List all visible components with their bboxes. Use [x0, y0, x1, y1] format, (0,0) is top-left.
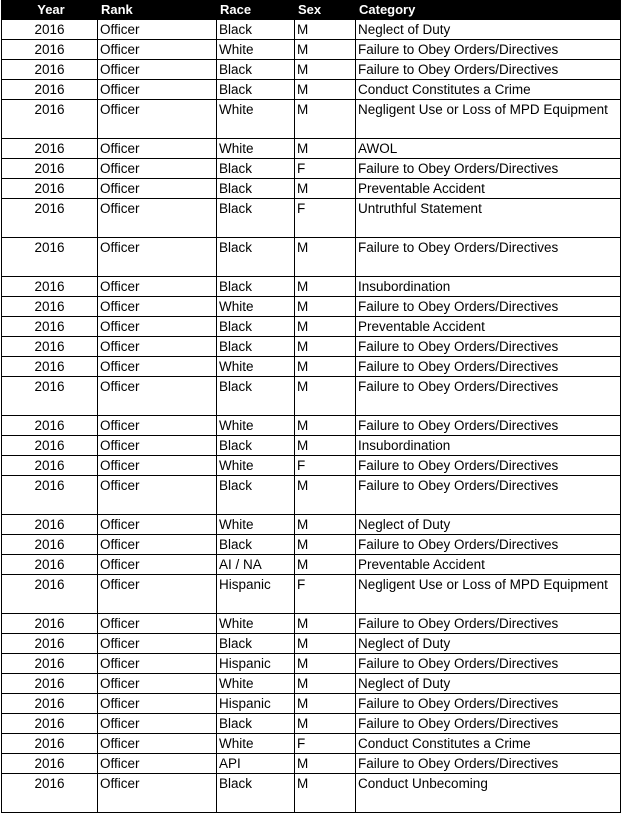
year-cell: 2016 — [2, 614, 98, 634]
table-row — [2, 555, 621, 575]
table-row — [2, 754, 621, 774]
sex-cell: M — [295, 60, 356, 80]
category-cell: Failure to Obey Orders/Directives — [356, 357, 621, 377]
category-cell: Failure to Obey Orders/Directives — [356, 238, 621, 277]
category-cell: Neglect of Duty — [356, 634, 621, 654]
race-cell: Black — [217, 436, 295, 456]
table-row — [2, 436, 621, 456]
table-row — [2, 100, 621, 139]
table-row — [2, 179, 621, 199]
rank-cell: Officer — [98, 337, 217, 357]
rank-cell: Officer — [98, 614, 217, 634]
sex-cell: M — [295, 714, 356, 734]
sex-cell: M — [295, 614, 356, 634]
sex-cell: M — [295, 179, 356, 199]
rank-cell: Officer — [98, 179, 217, 199]
year-cell: 2016 — [2, 634, 98, 654]
sex-cell: M — [295, 754, 356, 774]
rank-cell: Officer — [98, 674, 217, 694]
category-cell: Preventable Accident — [356, 317, 621, 337]
category-cell: Failure to Obey Orders/Directives — [356, 456, 621, 476]
race-cell: AI / NA — [217, 555, 295, 575]
year-cell: 2016 — [2, 159, 98, 179]
rank-cell: Officer — [98, 277, 217, 297]
sex-cell: M — [295, 634, 356, 654]
rank-cell: Officer — [98, 60, 217, 80]
category-cell: Untruthful Statement — [356, 199, 621, 238]
sex-cell: M — [295, 774, 356, 813]
category-cell: Negligent Use or Loss of MPD Equipment — [356, 575, 621, 614]
category-cell: Failure to Obey Orders/Directives — [356, 297, 621, 317]
sex-cell: M — [295, 535, 356, 555]
header-rank: Rank — [98, 1, 217, 20]
year-cell: 2016 — [2, 694, 98, 714]
race-cell: Hispanic — [217, 694, 295, 714]
race-cell: Black — [217, 377, 295, 416]
year-cell: 2016 — [2, 674, 98, 694]
category-cell: Failure to Obey Orders/Directives — [356, 377, 621, 416]
year-cell: 2016 — [2, 436, 98, 456]
year-cell: 2016 — [2, 100, 98, 139]
table-row — [2, 80, 621, 100]
table-row — [2, 377, 621, 416]
year-cell: 2016 — [2, 317, 98, 337]
table-row — [2, 694, 621, 714]
sex-cell: F — [295, 159, 356, 179]
rank-cell: Officer — [98, 40, 217, 60]
race-cell: Hispanic — [217, 654, 295, 674]
rank-cell: Officer — [98, 20, 217, 40]
table-row — [2, 199, 621, 238]
year-cell: 2016 — [2, 139, 98, 159]
rank-cell: Officer — [98, 297, 217, 317]
rank-cell: Officer — [98, 159, 217, 179]
table-row — [2, 654, 621, 674]
rank-cell: Officer — [98, 535, 217, 555]
race-cell: White — [217, 297, 295, 317]
year-cell: 2016 — [2, 199, 98, 238]
race-cell: Black — [217, 238, 295, 277]
rank-cell: Officer — [98, 139, 217, 159]
header-race: Race — [217, 1, 295, 20]
table-row — [2, 357, 621, 377]
sex-cell: M — [295, 654, 356, 674]
rank-cell: Officer — [98, 694, 217, 714]
rank-cell: Officer — [98, 436, 217, 456]
sex-cell: F — [295, 734, 356, 754]
table-row — [2, 456, 621, 476]
year-cell: 2016 — [2, 734, 98, 754]
rank-cell: Officer — [98, 100, 217, 139]
race-cell: API — [217, 754, 295, 774]
rank-cell: Officer — [98, 774, 217, 813]
race-cell: White — [217, 40, 295, 60]
race-cell: White — [217, 515, 295, 535]
category-cell: Negligent Use or Loss of MPD Equipment — [356, 100, 621, 139]
race-cell: Black — [217, 80, 295, 100]
race-cell: Black — [217, 476, 295, 515]
category-cell: Conduct Constitutes a Crime — [356, 734, 621, 754]
category-cell: Failure to Obey Orders/Directives — [356, 535, 621, 555]
sex-cell: M — [295, 694, 356, 714]
rank-cell: Officer — [98, 357, 217, 377]
table-row — [2, 535, 621, 555]
category-cell: Neglect of Duty — [356, 20, 621, 40]
race-cell: Black — [217, 159, 295, 179]
rank-cell: Officer — [98, 654, 217, 674]
rank-cell: Officer — [98, 80, 217, 100]
sex-cell: M — [295, 277, 356, 297]
race-cell: Black — [217, 774, 295, 813]
year-cell: 2016 — [2, 179, 98, 199]
table-row — [2, 297, 621, 317]
year-cell: 2016 — [2, 555, 98, 575]
year-cell: 2016 — [2, 297, 98, 317]
table-row — [2, 476, 621, 515]
sex-cell: M — [295, 515, 356, 535]
category-cell: Preventable Accident — [356, 179, 621, 199]
race-cell: White — [217, 416, 295, 436]
table-row — [2, 714, 621, 734]
rank-cell: Officer — [98, 476, 217, 515]
sex-cell: M — [295, 80, 356, 100]
year-cell: 2016 — [2, 575, 98, 614]
year-cell: 2016 — [2, 357, 98, 377]
rank-cell: Officer — [98, 634, 217, 654]
sex-cell: M — [295, 436, 356, 456]
table-row — [2, 634, 621, 654]
sex-cell: M — [295, 337, 356, 357]
category-cell: Insubordination — [356, 277, 621, 297]
rank-cell: Officer — [98, 575, 217, 614]
table-row — [2, 774, 621, 813]
table-row — [2, 40, 621, 60]
category-cell: Neglect of Duty — [356, 674, 621, 694]
year-cell: 2016 — [2, 337, 98, 357]
race-cell: Black — [217, 317, 295, 337]
table-row — [2, 515, 621, 535]
race-cell: Black — [217, 179, 295, 199]
race-cell: Black — [217, 60, 295, 80]
year-cell: 2016 — [2, 80, 98, 100]
sex-cell: M — [295, 20, 356, 40]
table-row — [2, 159, 621, 179]
table-row — [2, 277, 621, 297]
race-cell: Black — [217, 714, 295, 734]
race-cell: White — [217, 614, 295, 634]
year-cell: 2016 — [2, 60, 98, 80]
table-row — [2, 416, 621, 436]
sex-cell: M — [295, 297, 356, 317]
table-row — [2, 734, 621, 754]
rank-cell: Officer — [98, 714, 217, 734]
category-cell: Insubordination — [356, 436, 621, 456]
category-cell: Failure to Obey Orders/Directives — [356, 694, 621, 714]
category-cell: Failure to Obey Orders/Directives — [356, 337, 621, 357]
rank-cell: Officer — [98, 555, 217, 575]
category-cell: Failure to Obey Orders/Directives — [356, 476, 621, 515]
sex-cell: F — [295, 199, 356, 238]
sex-cell: M — [295, 476, 356, 515]
sex-cell: M — [295, 100, 356, 139]
race-cell: Black — [217, 535, 295, 555]
category-cell: Failure to Obey Orders/Directives — [356, 416, 621, 436]
table-row — [2, 575, 621, 614]
year-cell: 2016 — [2, 774, 98, 813]
header-category: Category — [356, 1, 621, 20]
race-cell: Black — [217, 20, 295, 40]
table-row — [2, 674, 621, 694]
category-cell: Failure to Obey Orders/Directives — [356, 754, 621, 774]
category-cell: Conduct Constitutes a Crime — [356, 80, 621, 100]
race-cell: White — [217, 674, 295, 694]
rank-cell: Officer — [98, 456, 217, 476]
year-cell: 2016 — [2, 40, 98, 60]
table-row — [2, 60, 621, 80]
category-cell: Neglect of Duty — [356, 515, 621, 535]
rank-cell: Officer — [98, 734, 217, 754]
category-cell: Failure to Obey Orders/Directives — [356, 40, 621, 60]
category-cell: Failure to Obey Orders/Directives — [356, 60, 621, 80]
year-cell: 2016 — [2, 277, 98, 297]
header-sex: Sex — [295, 1, 356, 20]
sex-cell: M — [295, 555, 356, 575]
sex-cell: M — [295, 357, 356, 377]
rank-cell: Officer — [98, 416, 217, 436]
rank-cell: Officer — [98, 754, 217, 774]
race-cell: Hispanic — [217, 575, 295, 614]
rank-cell: Officer — [98, 377, 217, 416]
category-cell: Failure to Obey Orders/Directives — [356, 614, 621, 634]
race-cell: Black — [217, 277, 295, 297]
race-cell: Black — [217, 199, 295, 238]
category-cell: Failure to Obey Orders/Directives — [356, 714, 621, 734]
sex-cell: M — [295, 317, 356, 337]
race-cell: Black — [217, 634, 295, 654]
category-cell: AWOL — [356, 139, 621, 159]
category-cell: Failure to Obey Orders/Directives — [356, 159, 621, 179]
header-year: Year — [2, 1, 98, 20]
year-cell: 2016 — [2, 456, 98, 476]
table-row — [2, 614, 621, 634]
year-cell: 2016 — [2, 714, 98, 734]
sex-cell: M — [295, 238, 356, 277]
header-row — [2, 1, 621, 20]
year-cell: 2016 — [2, 416, 98, 436]
sex-cell: F — [295, 575, 356, 614]
year-cell: 2016 — [2, 754, 98, 774]
category-cell: Preventable Accident — [356, 555, 621, 575]
sex-cell: M — [295, 674, 356, 694]
year-cell: 2016 — [2, 377, 98, 416]
race-cell: White — [217, 456, 295, 476]
sex-cell: M — [295, 40, 356, 60]
sex-cell: M — [295, 416, 356, 436]
rank-cell: Officer — [98, 515, 217, 535]
table-row — [2, 238, 621, 277]
table-row — [2, 20, 621, 40]
rank-cell: Officer — [98, 317, 217, 337]
year-cell: 2016 — [2, 238, 98, 277]
race-cell: White — [217, 100, 295, 139]
sex-cell: M — [295, 139, 356, 159]
rank-cell: Officer — [98, 199, 217, 238]
race-cell: White — [217, 734, 295, 754]
year-cell: 2016 — [2, 476, 98, 515]
year-cell: 2016 — [2, 20, 98, 40]
year-cell: 2016 — [2, 515, 98, 535]
year-cell: 2016 — [2, 535, 98, 555]
category-cell: Failure to Obey Orders/Directives — [356, 654, 621, 674]
race-cell: White — [217, 357, 295, 377]
disciplinary-table — [1, 0, 621, 813]
category-cell: Conduct Unbecoming — [356, 774, 621, 813]
sex-cell: M — [295, 377, 356, 416]
table-row — [2, 337, 621, 357]
table-row — [2, 317, 621, 337]
table-row — [2, 139, 621, 159]
sex-cell: F — [295, 456, 356, 476]
race-cell: Black — [217, 337, 295, 357]
race-cell: White — [217, 139, 295, 159]
rank-cell: Officer — [98, 238, 217, 277]
year-cell: 2016 — [2, 654, 98, 674]
